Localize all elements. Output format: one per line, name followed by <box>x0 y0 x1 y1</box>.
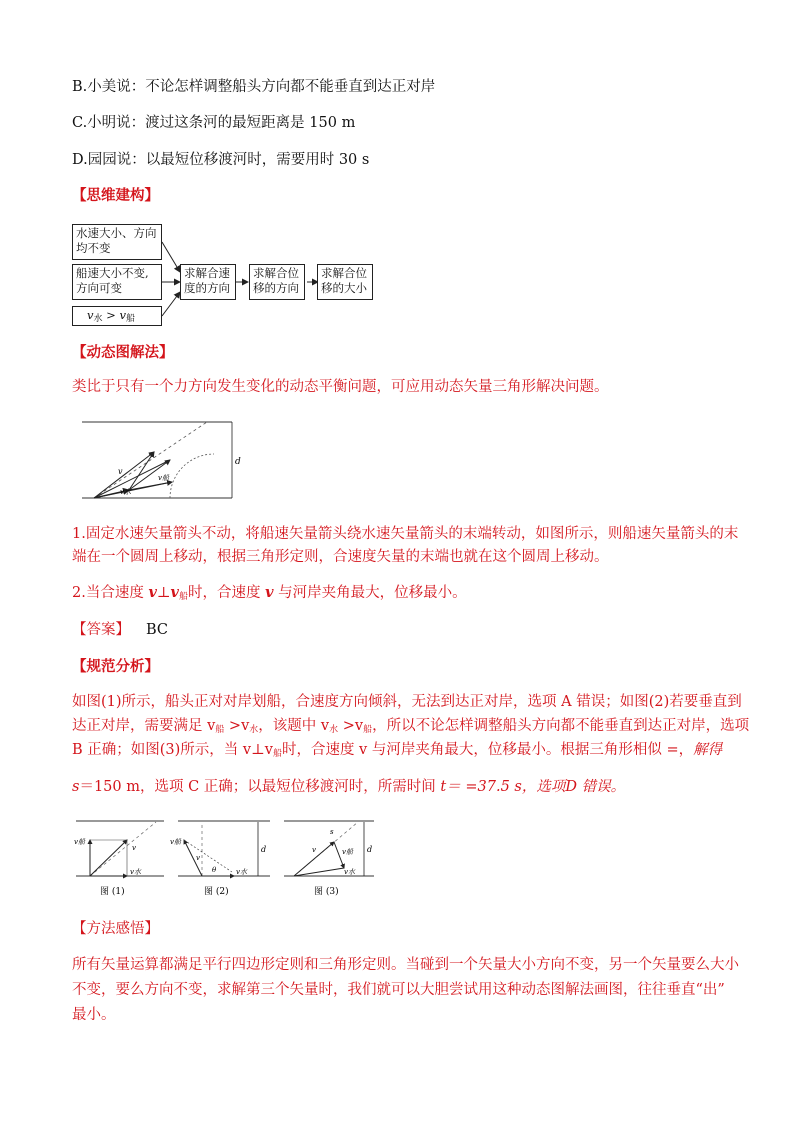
figure-1 <box>74 821 164 897</box>
method-line1: 所有矢量运算都满足平行四边形定则和三角形定则。当碰到一个矢量大小方向不变，另一个矢量要么大小 <box>72 957 739 973</box>
method-line2: 不变，要么方向不变，求解第三个矢量时，我们就可以大胆尝试用这种动态图解法画图，往往垂直“出” <box>72 982 725 998</box>
dynamic-p2: 2.当合速度 $v\perp v_船$时，合速度 v 与河岸夹角最大，位移最小。 <box>72 584 467 602</box>
fig1-vc: v船 <box>74 838 85 846</box>
dynamic-intro: 类比于只有一个力方向发生变化的动态平衡问题，可应用动态矢量三角形解决问题。 <box>72 379 609 395</box>
dynamic-p1-line2: 端在一个圆周上移动，根据三角形定则，合速度矢量的末端也就在这个圆周上移动。 <box>72 549 609 565</box>
fig3-v: v <box>312 846 316 854</box>
figure-3 <box>284 821 374 897</box>
option-b: B.小美说：不论怎样调整船头方向都不能垂直到达正对岸 <box>72 79 436 95</box>
figure-2 <box>170 821 270 897</box>
fig3-caption: 图 (3) <box>314 887 339 897</box>
box-step-displacement-direction: 求解合位移的方向 <box>249 264 305 300</box>
analysis-heading: 【规范分析】 <box>72 658 159 675</box>
fig-label-vs: v水 <box>120 488 131 496</box>
fig2-v: v <box>196 854 200 862</box>
analysis-line3: B 正确；如图(3)所示，当 $v\perp v_船$时，合速度 v 与河岸夹角最大，位移最小。根据三角形相似 =，解得 <box>72 742 723 759</box>
answer-value: BC <box>146 622 169 638</box>
fig3-vc: v船 <box>342 848 353 856</box>
option-c: C.小明说：渡过这条河的最短距离是 150 m <box>72 115 356 131</box>
fig1-v: v <box>132 844 136 852</box>
fig1-caption: 图 (1) <box>100 887 125 897</box>
fig3-d: d <box>367 845 373 854</box>
analysis-line1: 如图(1)所示，船头正对对岸划船，合速度方向倾斜，无法到达正对岸，选项 A 错误；如图(2)若要垂直到 <box>72 694 742 710</box>
method-line3: 最小。 <box>72 1007 116 1023</box>
analysis-line2: 达正对岸，需要满足 $v_船 >v_水$，该题中 $v_水 >v_船$，所以不论怎样调整船头方向都不能垂直到达正对岸，选项 <box>72 718 750 735</box>
fig2-theta: θ <box>212 866 217 874</box>
fig3-vs: v水 <box>344 868 355 876</box>
thinking-heading: 【思维建构】 <box>72 187 159 204</box>
box-step-direction: 求解合速度的方向 <box>180 264 236 300</box>
fig-label-v: v <box>118 467 123 476</box>
fig2-vc: v船 <box>170 838 181 846</box>
fig-label-d: d <box>235 457 241 467</box>
dynamic-heading: 【动态图解法】 <box>72 344 174 361</box>
box-step-displacement-size: 求解合位移的大小 <box>317 264 373 300</box>
box-speed-compare: $v_水 > v_船$ <box>72 306 162 326</box>
option-d: D.园园说：以最短位移渡河时，需要用时 30 s <box>72 152 370 168</box>
dynamic-figure <box>72 414 252 509</box>
dynamic-p1-line1: 1.固定水速矢量箭头不动，将船速矢量箭头绕水速矢量箭头的末端转动，如图所示，则船速矢量箭头的末 <box>72 526 739 542</box>
analysis-figures <box>72 814 382 904</box>
fig2-caption: 图 (2) <box>204 887 229 897</box>
box-boat-speed: 船速大小不变,方向可变 <box>72 264 162 300</box>
fig-label-vc: v船 <box>158 474 169 482</box>
fig2-vs: v水 <box>236 868 247 876</box>
method-heading: 【方法感悟】 <box>72 921 159 937</box>
fig1-vs: v水 <box>130 868 141 876</box>
box-water-speed: 水速大小、方向均不变 <box>72 224 162 260</box>
fig3-s: s <box>330 828 334 836</box>
fig2-d: d <box>261 845 267 854</box>
analysis-line4: s＝150 m，选项 C 正确；以最短位移渡河时，所需时间 t＝ =37.5 s，选项D 错误。 <box>72 779 626 795</box>
answer-row: 【答案】 BC <box>72 622 169 638</box>
